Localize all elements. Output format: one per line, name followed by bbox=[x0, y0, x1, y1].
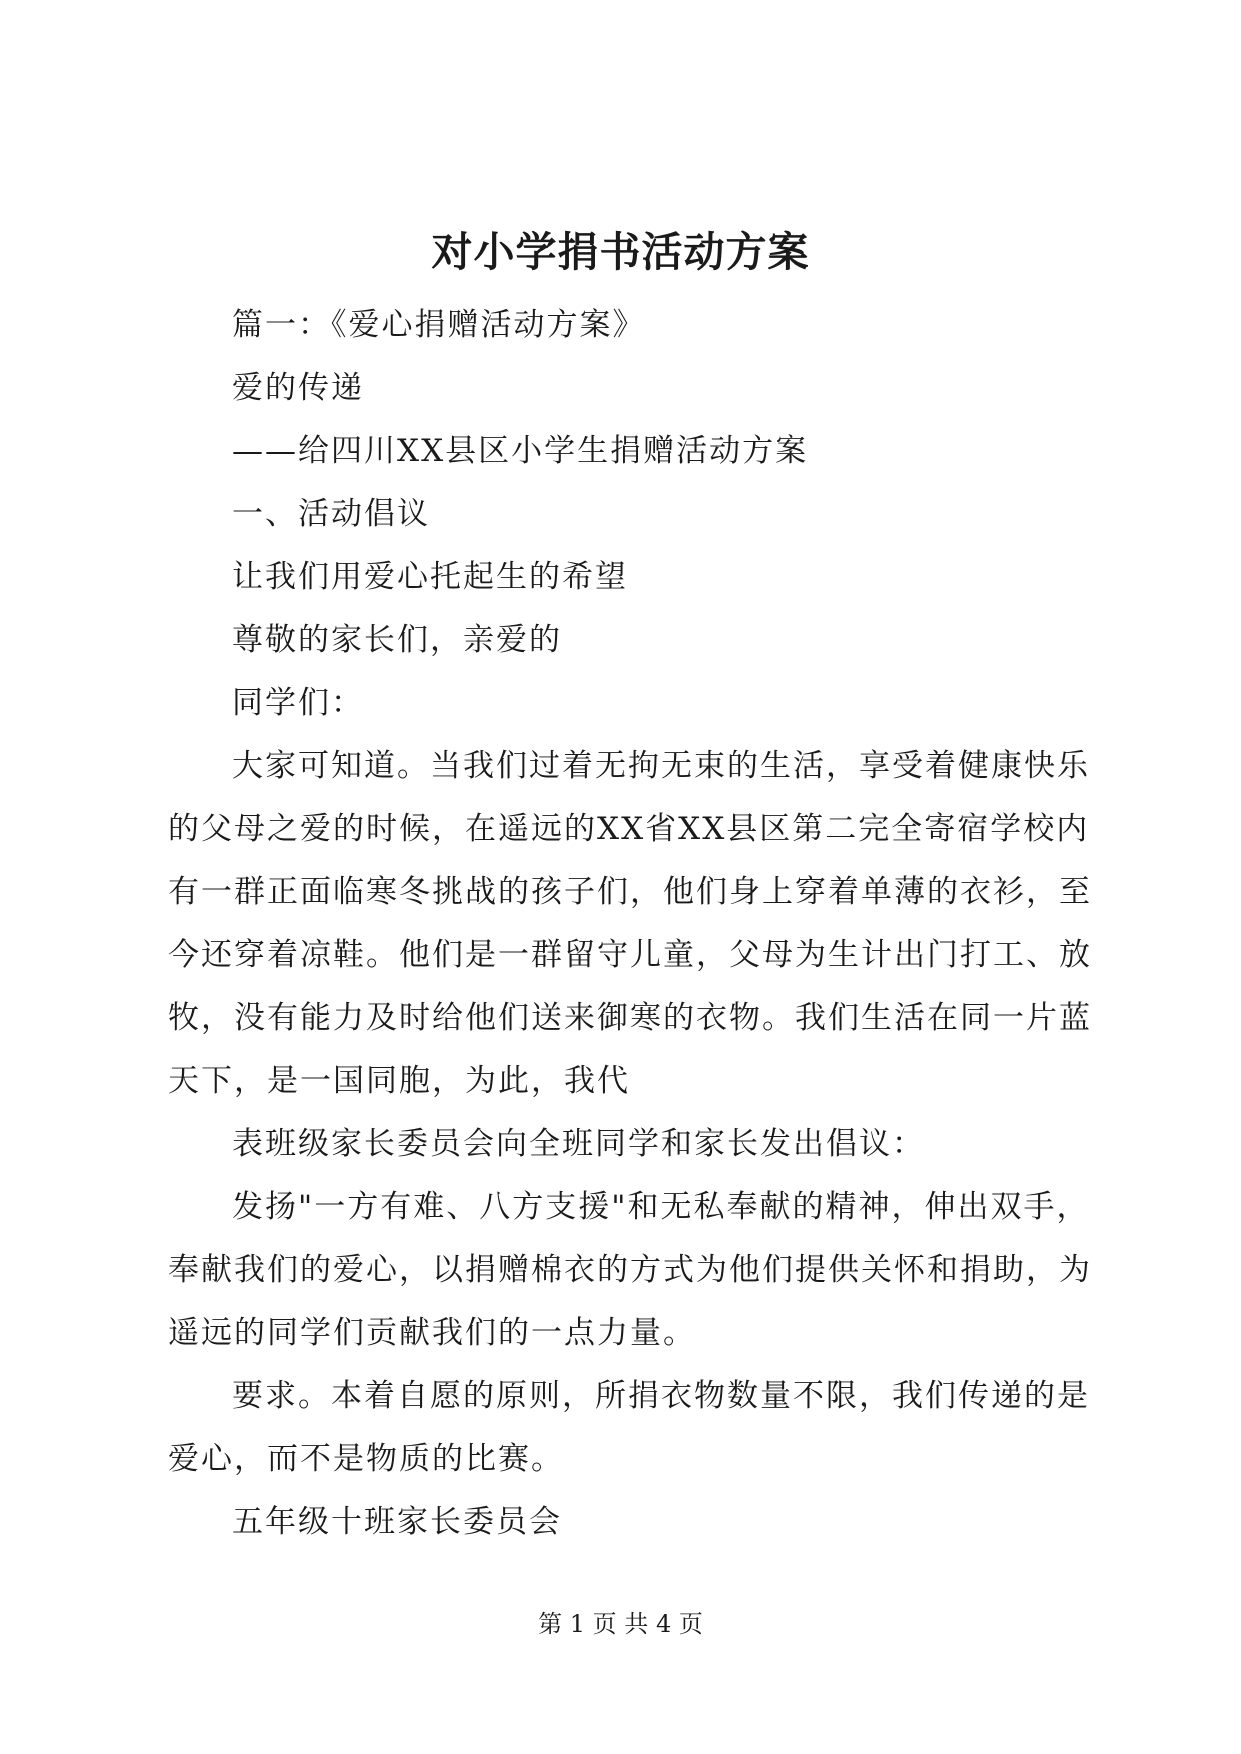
page-number: 第 1 页 共 4 页 bbox=[538, 1610, 703, 1638]
section-heading: 篇一：《爱心捐赠活动方案》 bbox=[232, 307, 646, 343]
paragraph-line: 牧，没有能力及时给他们送来御寒的衣物。我们生活在同一片蓝 bbox=[168, 1000, 1092, 1036]
document-title: 对小学捐书活动方案 bbox=[431, 228, 810, 276]
paragraph-line: 有一群正面临寒冬挑战的孩子们，他们身上穿着单薄的衣衫，至 bbox=[168, 874, 1092, 910]
paragraph-line: 天下，是一国同胞，为此，我代 bbox=[168, 1063, 630, 1099]
subheading: ——给四川XX县区小学生捐赠活动方案 bbox=[232, 433, 809, 469]
document-body bbox=[168, 294, 1092, 1554]
text-line: 同学们： bbox=[232, 685, 364, 721]
paragraph-line: 奉献我们的爱心，以捐赠棉衣的方式为他们提供关怀和捐助，为 bbox=[168, 1252, 1092, 1288]
text-line: 让我们用爱心托起生的希望 bbox=[232, 559, 628, 595]
paragraph-line: 遥远的同学们贡献我们的一点力量。 bbox=[168, 1315, 696, 1351]
paragraph-line: 爱心，而不是物质的比赛。 bbox=[168, 1441, 564, 1477]
paragraph-line: 的父母之爱的时候，在遥远的XX省XX县区第二完全寄宿学校内 bbox=[168, 811, 1090, 847]
text-line: 表班级家长委员会向全班同学和家长发出倡议： bbox=[232, 1126, 925, 1162]
text-line: 尊敬的家长们，亲爱的 bbox=[232, 622, 562, 658]
section-heading: 一、活动倡议 bbox=[232, 496, 430, 532]
paragraph-line: 发扬"一方有难、八方支援"和无私奉献的精神，伸出双手， bbox=[232, 1189, 1090, 1225]
paragraph-line: 今还穿着凉鞋。他们是一群留守儿童，父母为生计出门打工、放 bbox=[168, 937, 1092, 973]
subheading: 爱的传递 bbox=[232, 370, 364, 406]
paragraph-line: 大家可知道。当我们过着无拘无束的生活，享受着健康快乐 bbox=[232, 748, 1090, 784]
signature-line: 五年级十班家长委员会 bbox=[232, 1504, 562, 1540]
paragraph-line: 要求。本着自愿的原则，所捐衣物数量不限，我们传递的是 bbox=[232, 1378, 1090, 1414]
